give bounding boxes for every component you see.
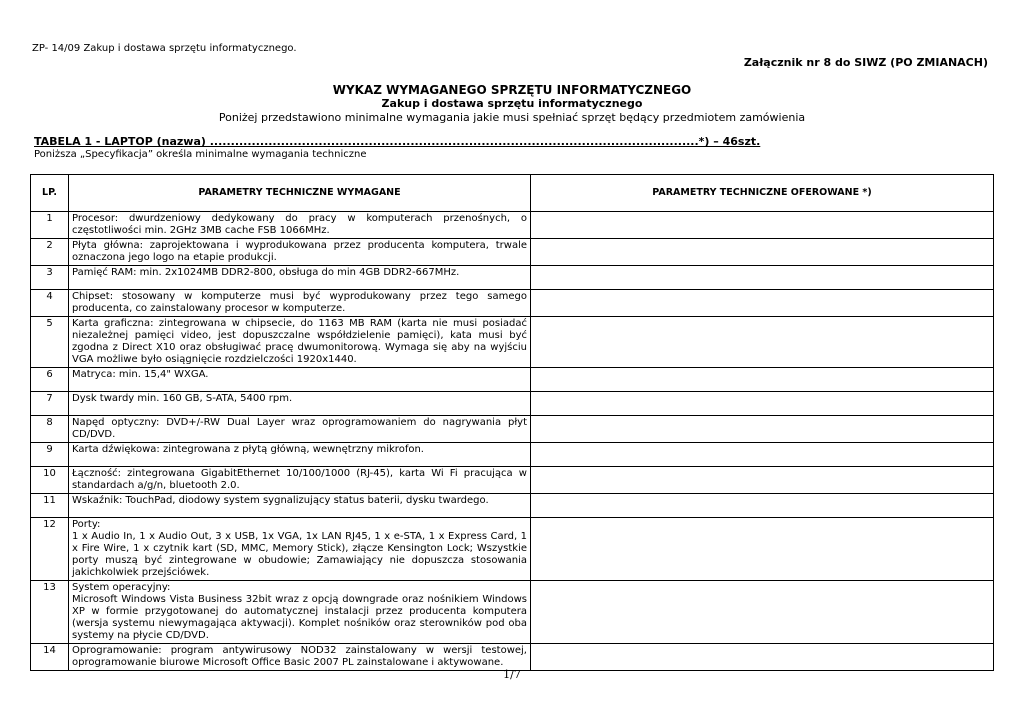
table-row xyxy=(31,416,994,443)
table-row xyxy=(31,443,994,467)
row-number: 1 xyxy=(31,212,69,239)
document-title: WYKAZ WYMAGANEGO SPRZĘTU INFORMATYCZNEGO xyxy=(332,83,692,97)
requirement-cell: Wskaźnik: TouchPad, diodowy system sygnalizujący status baterii, dysku twardego. xyxy=(69,494,531,518)
table-row xyxy=(31,494,994,518)
document-intro: Poniżej przedstawiono minimalne wymagania jakie musi spełniać sprzęt będący przedmiotem zamówienia xyxy=(218,111,806,124)
row-number: 3 xyxy=(31,266,69,290)
table-row xyxy=(31,581,994,644)
requirement-cell: Chipset: stosowany w komputerze musi być wyprodukowany przez tego samego producenta, co zainstalowany procesor w komputerze. xyxy=(69,290,531,317)
table-row xyxy=(31,467,994,494)
offered-cell xyxy=(531,239,994,266)
requirement-cell: Porty: 1 x Audio In, 1 x Audio Out, 3 x USB, 1x VGA, 1x LAN RJ45, 1 x e-STA, 1 x Express Card, 1 x Fire Wire, 1 x czytnik kart (SD, MMC, Memory Stick), złącze Kensington Lock; Wszystkie porty muszą być zintegrowane w obudowie; Zamawiający nie dopuszcza stosowania jakichkolwiek przejściówek. xyxy=(69,518,531,581)
document-reference: ZP- 14/09 Zakup i dostawa sprzętu informatycznego. xyxy=(32,43,297,54)
offered-cell xyxy=(531,581,994,644)
table-row xyxy=(31,644,994,671)
requirement-cell: Napęd optyczny: DVD+/-RW Dual Layer wraz oprogramowaniem do nagrywania płyt CD/DVD. xyxy=(69,416,531,443)
table-row xyxy=(31,368,994,392)
table-row xyxy=(31,212,994,239)
specification-table xyxy=(30,174,994,671)
table-header-row xyxy=(31,175,994,212)
table-body xyxy=(31,212,994,671)
title-block xyxy=(0,83,1024,125)
header-lp: LP. xyxy=(31,175,69,212)
row-number: 10 xyxy=(31,467,69,494)
table-row xyxy=(31,317,994,368)
document-subtitle: Zakup i dostawa sprzętu informatycznego xyxy=(381,97,643,110)
requirement-cell: Procesor: dwurdzeniowy dedykowany do pracy w komputerach przenośnych, o częstotliwości min. 2GHz 3MB cache FSB 1066MHz. xyxy=(69,212,531,239)
page-number: 1/7 xyxy=(503,668,521,681)
row-number: 8 xyxy=(31,416,69,443)
requirement-cell: Matryca: min. 15,4" WXGA. xyxy=(69,368,531,392)
annex-label: Załącznik nr 8 do SIWZ (PO ZMIANACH) xyxy=(743,56,988,69)
requirement-cell: Oprogramowanie: program antywirusowy NOD32 zainstalowany w wersji testowej, oprogramowanie biurowe Microsoft Office Basic 2007 PL zainstalowane i aktywowane. xyxy=(69,644,531,671)
header-required: PARAMETRY TECHNICZNE WYMAGANE xyxy=(69,175,531,212)
requirement-cell: Pamięć RAM: min. 2x1024MB DDR2-800, obsługa do min 4GB DDR2-667MHz. xyxy=(69,266,531,290)
row-number: 14 xyxy=(31,644,69,671)
requirement-cell: Karta dźwiękowa: zintegrowana z płytą główną, wewnętrzny mikrofon. xyxy=(69,443,531,467)
offered-cell xyxy=(531,416,994,443)
offered-cell xyxy=(531,212,994,239)
offered-cell xyxy=(531,266,994,290)
requirement-cell: Łączność: zintegrowana GigabitEthernet 10/100/1000 (RJ-45), karta Wi Fi pracująca w standardach a/g/n, bluetooth 2.0. xyxy=(69,467,531,494)
requirement-cell: Dysk twardy min. 160 GB, S-ATA, 5400 rpm. xyxy=(69,392,531,416)
offered-cell xyxy=(531,644,994,671)
offered-cell xyxy=(531,392,994,416)
row-number: 13 xyxy=(31,581,69,644)
table-row xyxy=(31,290,994,317)
row-number: 9 xyxy=(31,443,69,467)
row-number: 4 xyxy=(31,290,69,317)
row-number: 7 xyxy=(31,392,69,416)
requirement-cell: Karta graficzna: zintegrowana w chipsecie, do 1163 MB RAM (karta nie musi posiadać niezależnej pamięci video, jest dopuszczalne współdzielenie pamięci), kata musi być zgodna z Direct X10 oraz obsługiwać pracę dwumonitorową. Wymaga się aby na wyjściu VGA możliwe było osiągnięcie rozdzielczości 1920x1440. xyxy=(69,317,531,368)
offered-cell xyxy=(531,467,994,494)
offered-cell xyxy=(531,518,994,581)
table-row xyxy=(31,392,994,416)
row-number: 2 xyxy=(31,239,69,266)
row-number: 11 xyxy=(31,494,69,518)
requirement-cell: System operacyjny: Microsoft Windows Vista Business 32bit wraz z opcją downgrade oraz nośnikiem Windows XP w formie przygotowanej do automatycznej instalacji przez producenta komputera (wersja systemu niewymagająca aktywacji). Komplet nośników oraz sterowników pod oba systemy na płycie CD/DVD. xyxy=(69,581,531,644)
offered-cell xyxy=(531,290,994,317)
table-row xyxy=(31,266,994,290)
offered-cell xyxy=(531,317,994,368)
offered-cell xyxy=(531,443,994,467)
offered-cell xyxy=(531,368,994,392)
specification-note: Poniższa „Specyfikacja” określa minimalne wymagania techniczne xyxy=(34,149,367,160)
table-heading: TABELA 1 - LAPTOP (nazwa) .....................................................................................................................*) – 46szt. xyxy=(34,135,761,148)
table-row xyxy=(31,239,994,266)
row-number: 6 xyxy=(31,368,69,392)
requirement-cell: Płyta główna: zaprojektowana i wyprodukowana przez producenta komputera, trwale oznaczona jego logo na etapie produkcji. xyxy=(69,239,531,266)
header-offered: PARAMETRY TECHNICZNE OFEROWANE *) xyxy=(531,175,994,212)
table-row xyxy=(31,518,994,581)
row-number: 12 xyxy=(31,518,69,581)
row-number: 5 xyxy=(31,317,69,368)
offered-cell xyxy=(531,494,994,518)
